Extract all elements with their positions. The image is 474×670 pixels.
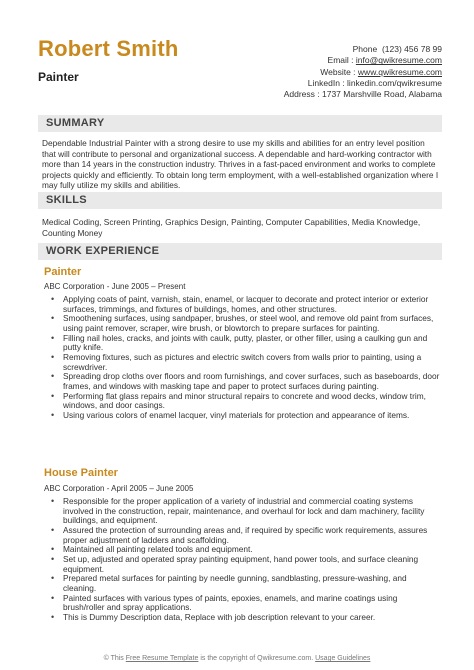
list-item: • Smoothening surfaces, using sandpaper, brushes, or steel wool, and remove old paint from surfaces, using paint remover, scraper, wire brush, or blowtorch to prepare surfaces for painting. <box>48 314 440 333</box>
summary-text: Dependable Industrial Painter with a strong desire to use my skills and abilities for an entry level position that will contribute to personal and organizational success. A dependable and hard-working contractor with more than 14 years in the construction industry. Thrives in a fast-paced environment and works to complete projects quickly and efficiently. To obtain long term employment, with a well-established organization where I may fully utilize my skills and abilities. <box>42 138 439 191</box>
contact-phone: Phone (123) 456 78 99 <box>352 44 442 54</box>
job-bullets-painter <box>48 295 440 421</box>
resume-header <box>38 36 442 104</box>
contact-linkedin: LinkedIn : linkedin.com/qwikresume <box>307 77 442 88</box>
job-bullets-house-painter <box>48 497 440 623</box>
candidate-name: Robert Smith <box>38 36 179 61</box>
job-meta-painter: ABC Corporation - June 2005 – Present <box>44 282 186 291</box>
list-item: • Set up, adjusted and operated spray painting equipment, hand power tools, and surface cleaning equipment. <box>48 555 440 574</box>
list-item: • Using various colors of enamel lacquer, vinyl materials for protection and appearance of items. <box>48 411 440 421</box>
list-item: • Maintained all painting related tools and equipment. <box>48 545 440 555</box>
list-item: • Applying coats of paint, varnish, stain, enamel, or lacquer to decorate and protect interior or exterior surfaces, trimmings, and fixtures of buildings, homes, and other structures. <box>48 295 440 314</box>
website-link[interactable]: www.qwikresume.com <box>357 66 442 77</box>
list-item: • Performing flat glass repairs and minor structural repairs to concrete and wood decks, window trim, windows, and door casings. <box>48 392 440 411</box>
contact-email: Email : info@qwikresume.com <box>327 55 442 66</box>
contact-website: Website : www.qwikresume.com <box>320 66 442 77</box>
skills-text: Medical Coding, Screen Printing, Graphics Design, Painting, Computer Capabilities, Media Knowledge, Counting Money <box>42 217 421 238</box>
free-resume-template-link[interactable]: Free Resume Template <box>125 655 199 662</box>
list-item: • Removing fixtures, such as pictures and electric switch covers from walls prior to painting, using a screwdriver. <box>48 353 440 372</box>
list-item: • Spreading drop cloths over floors and room furnishings, and cover surfaces, such as baseboards, door frames, and windows with masking tape and paper to protect surfaces during painting. <box>48 372 440 391</box>
copyright-footer: © This Free Resume Template is the copyright of Qwikresume.com. Usage Guidelines <box>103 655 371 662</box>
contact-address: Address : 1737 Marshville Road, Alabama <box>283 89 442 100</box>
list-item: • Painted surfaces with various types of paints, epoxies, enamels, and marine coatings using brush/roller and spray applications. <box>48 594 440 613</box>
job-title-house-painter: House Painter <box>44 467 118 479</box>
contact-block <box>202 44 442 100</box>
summary-heading: SUMMARY <box>38 115 442 132</box>
job-meta-house-painter: ABC Corporation - April 2005 – June 2005 <box>44 484 194 493</box>
list-item: • Responsible for the proper application of a variety of industrial and commercial coating systems involved in the construction, repair, maintenance, and overhaul for lock and dam machinery, facility buildings, and equipment. <box>48 497 440 526</box>
candidate-title: Painter <box>38 70 79 84</box>
work-experience-heading: WORK EXPERIENCE <box>38 243 442 260</box>
skills-heading: SKILLS <box>38 192 442 209</box>
usage-guidelines-link[interactable]: Usage Guidelines <box>315 655 371 662</box>
list-item: • Prepared metal surfaces for painting by needle gunning, sandblasting, pressure-washing, and cleaning. <box>48 574 440 593</box>
list-item: • Filling nail holes, cracks, and joints with caulk, putty, plaster, or other filler, using a caulking gun and putty knife. <box>48 334 440 353</box>
job-title-painter: Painter <box>44 266 82 278</box>
list-item: • This is Dummy Description data, Replace with job description relevant to your career. <box>48 613 440 623</box>
email-link[interactable]: info@qwikresume.com <box>355 55 442 66</box>
list-item: • Assured the protection of surrounding areas and, if required by specific work requirements, assures proper adjustment of ladders and scaffolding. <box>48 526 440 545</box>
